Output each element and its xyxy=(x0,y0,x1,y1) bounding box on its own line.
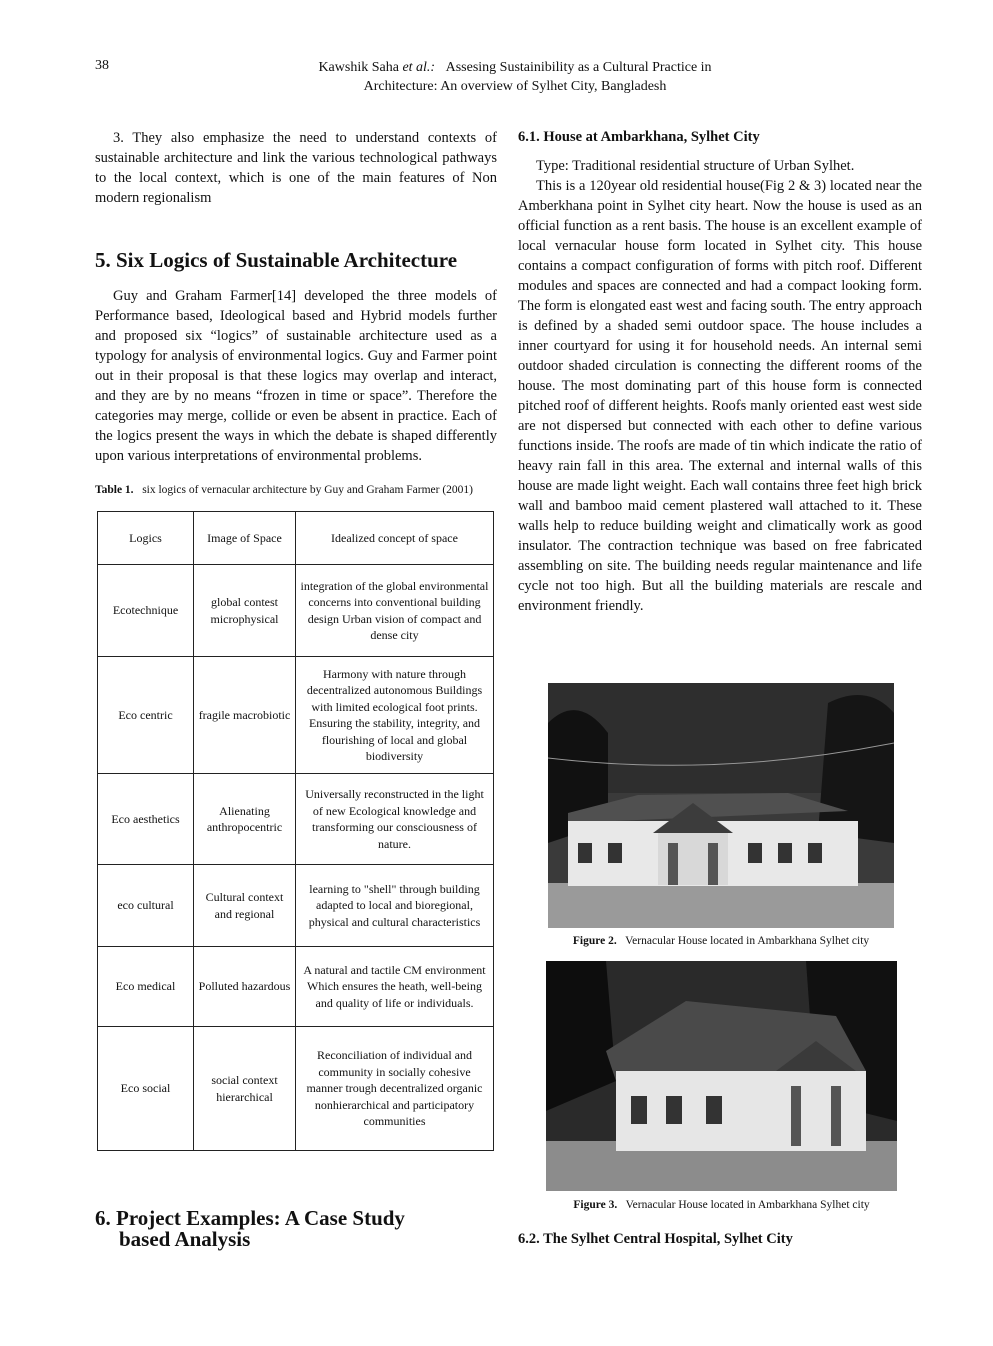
subsection-6-2-heading: 6.2. The Sylhet Central Hospital, Sylhet City xyxy=(518,1231,793,1247)
table-cell: Polluted hazardous xyxy=(194,947,296,1027)
section-5-paragraph: Guy and Graham Farmer[14] developed the three models of Performance based, Ideological based and Hybrid models further and proposed six “logics” of sustainable architecture used as a typology for analysis of environmental logics. Guy and Farmer point out in their proposal is that these logics may overlap and interact, and they are by no means “frozen in time or space”. Therefore the categories may merge, collide or even be absent in practice. Each of the logics present the ways in which the debate is shaped differently upon various interpretations of environmental problems. xyxy=(95,288,497,464)
figure-3-photo xyxy=(546,961,897,1191)
header-et-al: et al.: xyxy=(402,60,436,75)
table-cell: learning to "shell" through building adapted to local and bioregional, physical and cultural characteristics xyxy=(296,865,494,947)
figure-2-photo xyxy=(548,683,894,928)
house-photo-image xyxy=(546,961,897,1191)
running-header xyxy=(270,58,760,96)
section-6-heading-line2: based Analysis xyxy=(119,1227,251,1251)
figure-3 xyxy=(546,961,897,1212)
house-paragraph: This is a 120year old residential house(Fig 2 & 3) located near the Amberkhana point in Sylhet city heart. Now the house is used as an official function as a rent basis. The house is an excellent example of local vernacular house form located in Sylhet city. This house contains a compact configuration of forms with pitch roof. Different modules and spaces are connected and had a compact looking form. The form is elongated east west and facing south. The entry approach is defined by a shaded semi outdoor space. The house includes a inner courtyard for using it for household needs. An internal semi outdoor shaded circulation is connecting the different rooms of the house. The most dominating part of this house form is connected pitched roof of different heights. Roofs manly oriented east west side are not dispersed but connected with each other to define various functions inside. The roofs are made of tin which indicate the ratio of heavy rain fall in this area. The external and internal walls of this house are made light weight. Each wall contains three feet high brick wall and bamboo maid cement plastered wall attached to it. These walls help to reduce building weight and climatically work as good insulator. The contraction technique was based on free fabricated assembling on site. The building needs regular maintenance and life cycle not too high. But all the building materials are rescale and environment friendly. xyxy=(518,178,922,614)
table-cell: Alienating anthropocentric xyxy=(194,774,296,865)
table-cell: fragile macrobiotic xyxy=(194,657,296,774)
table-header-cell: Logics xyxy=(98,512,194,565)
intro-paragraph: 3. They also emphasize the need to understand contexts of sustainable architecture and link the various technological pathways to the local context, which is one of the main features of Non modern regionalism xyxy=(95,130,497,206)
type-line: Type: Traditional residential structure of Urban Sylhet. xyxy=(536,158,855,174)
section-5-heading: 5. Six Logics of Sustainable Architecture xyxy=(95,248,458,272)
table-cell: Eco aesthetics xyxy=(98,774,194,865)
table-cell: Eco centric xyxy=(98,657,194,774)
table-row xyxy=(98,865,494,947)
figure-2-caption xyxy=(548,934,894,948)
house-photo-image xyxy=(548,683,894,928)
table-cell: A natural and tactile CM environment Which ensures the heath, well-being and quality of life or individuals. xyxy=(296,947,494,1027)
table-caption xyxy=(95,483,497,497)
table-cell: global contest microphysical xyxy=(194,565,296,657)
table-cell: eco cultural xyxy=(98,865,194,947)
table-row xyxy=(98,565,494,657)
table-cell: Reconciliation of individual and community in socially cohesive manner trough decentralized organic nonhierarchical and participatory communities xyxy=(296,1027,494,1151)
table-header-cell: Idealized concept of space xyxy=(296,512,494,565)
header-author: Kawshik Saha xyxy=(318,60,399,75)
section-6-heading xyxy=(95,1208,495,1250)
figure-2 xyxy=(548,683,894,948)
table-header-cell: Image of Space xyxy=(194,512,296,565)
table-row xyxy=(98,657,494,774)
table-header-row xyxy=(98,512,494,565)
table-row xyxy=(98,947,494,1027)
table-cell: Eco social xyxy=(98,1027,194,1151)
table-cell: Ecotechnique xyxy=(98,565,194,657)
logics-table xyxy=(97,511,494,1151)
table-cell: social context hierarchical xyxy=(194,1027,296,1151)
table-cell: Harmony with nature through decentralized autonomous Buildings with limited ecological foot prints. Ensuring the stability, integrity, and flourishing of local and global biodiversity xyxy=(296,657,494,774)
figure-3-caption xyxy=(546,1198,897,1212)
table-row xyxy=(98,1027,494,1151)
table-row xyxy=(98,774,494,865)
table-cell: Eco medical xyxy=(98,947,194,1027)
figure-2-label: Figure 2. xyxy=(572,935,617,947)
table-caption-text: six logics of vernacular architecture by Guy and Graham Farmer (2001) xyxy=(142,484,474,496)
right-column xyxy=(518,128,922,616)
table-cell: integration of the global environmental concerns into conventional building design Urban vision of compact and dense city xyxy=(296,565,494,657)
figure-3-text: Vernacular House located in Ambarkhana Sylhet city xyxy=(625,1199,870,1211)
header-title-line1: Assesing Sustainibility as a Cultural Practice in xyxy=(445,60,712,75)
subsection-6-1-heading: 6.1. House at Ambarkhana, Sylhet City xyxy=(518,129,760,145)
header-title-line2: Architecture: An overview of Sylhet City, Bangladesh xyxy=(363,79,667,94)
left-column xyxy=(95,128,497,1151)
section-6-heading-line1: 6. Project Examples: A Case Study xyxy=(95,1206,405,1230)
table-caption-label: Table 1. xyxy=(95,484,134,496)
figure-2-text: Vernacular House located in Ambarkhana Sylhet city xyxy=(625,935,870,947)
page-number: 38 xyxy=(95,58,109,73)
figure-3-label: Figure 3. xyxy=(573,1199,618,1211)
table-cell: Cultural context and regional xyxy=(194,865,296,947)
table-cell: Universally reconstructed in the light of new Ecological knowledge and transforming our consciousness of nature. xyxy=(296,774,494,865)
